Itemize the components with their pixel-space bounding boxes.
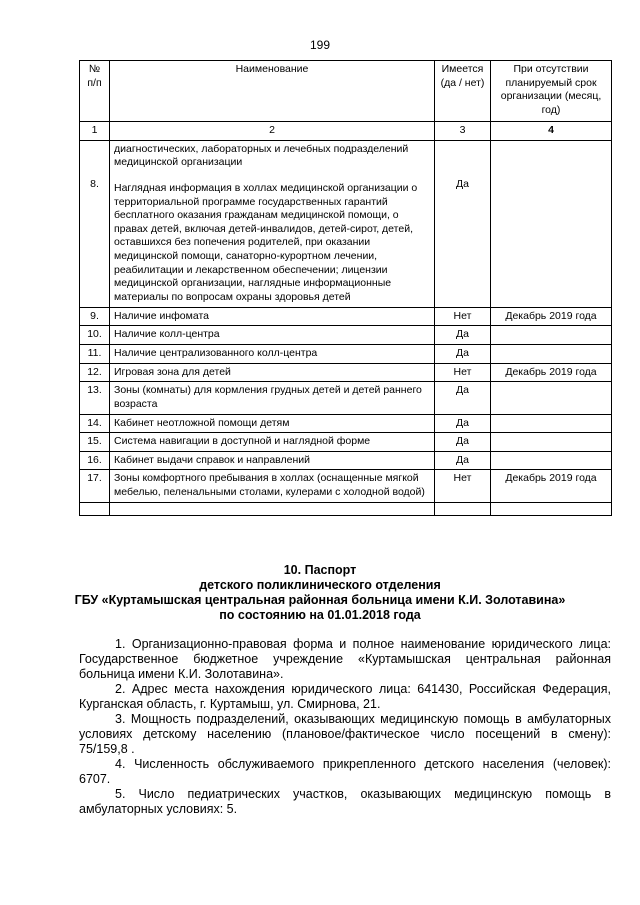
- table-row: [80, 382, 612, 414]
- row-name: Кабинет неотложной помощи детям: [110, 414, 435, 433]
- paragraph: 3. Мощность подразделений, оказывающих медицинскую помощь в амбулаторных условиях детскому населению (плановое/фактическое число посещений в смену): 75/159,8 .: [79, 712, 611, 756]
- table-row: [80, 451, 612, 470]
- row-have: Да: [435, 433, 491, 452]
- empty-cell: [491, 502, 612, 515]
- row-name: Зоны (комнаты) для кормления грудных детей и детей раннего возраста: [110, 382, 435, 414]
- table-header-row: [80, 61, 612, 122]
- row-have: Нет: [435, 470, 491, 502]
- index-cell: 3: [435, 122, 491, 141]
- passport-title: [60, 563, 580, 623]
- row-num: 14.: [80, 414, 110, 433]
- table-row: [80, 363, 612, 382]
- passport-body: [79, 637, 611, 817]
- row-name: Наличие колл-центра: [110, 326, 435, 345]
- column-index-row: [80, 122, 612, 141]
- row-name: Наличие централизованного колл-центра: [110, 344, 435, 363]
- facilities-table: [79, 60, 612, 516]
- row-date: Декабрь 2019 года: [491, 307, 612, 326]
- row-have: Да: [435, 140, 491, 307]
- row-name: Игровая зона для детей: [110, 363, 435, 382]
- row-name: Кабинет выдачи справок и направлений: [110, 451, 435, 470]
- row-date: [491, 344, 612, 363]
- passport-title-line: детского поликлинического отделения: [199, 578, 441, 592]
- table-row: [80, 470, 612, 502]
- row-name: Зоны комфортного пребывания в холлах (оснащенные мягкой мебелью, пеленальными столами, кулерами с холодной водой): [110, 470, 435, 502]
- table-trailing-row: [80, 502, 612, 515]
- table-row: [80, 433, 612, 452]
- row-num: 17.: [80, 470, 110, 502]
- empty-cell: [435, 502, 491, 515]
- table-row: [80, 326, 612, 345]
- table-row: [80, 414, 612, 433]
- row-num: 13.: [80, 382, 110, 414]
- carryover-text: диагностических, лабораторных и лечебных подразделений медицинской организации: [114, 142, 409, 169]
- passport-title-line: по состоянию на 01.01.2018 года: [219, 608, 421, 622]
- row-date: [491, 451, 612, 470]
- passport-title-line: 10. Паспорт: [283, 563, 357, 577]
- passport-title-line: ГБУ «Куртамышская центральная районная больница имени К.И. Золотавина»: [74, 593, 566, 607]
- row-have: Да: [435, 414, 491, 433]
- row-have: Да: [435, 344, 491, 363]
- row-have: Нет: [435, 363, 491, 382]
- row-date: [491, 382, 612, 414]
- row-num: 8.: [80, 140, 110, 307]
- row-num: 9.: [80, 307, 110, 326]
- table-row: [80, 344, 612, 363]
- row-have: Да: [435, 326, 491, 345]
- table-row: [80, 307, 612, 326]
- paragraph: 1. Организационно-правовая форма и полное наименование юридического лица: Государственное бюджетное учреждение «Куртамышская центральная районная больница имени К.И. Золотавина».: [79, 637, 611, 681]
- index-cell: 2: [110, 122, 435, 141]
- row-date: Декабрь 2019 года: [491, 363, 612, 382]
- header-date: При отсутствии планируемый срок организации (месяц, год): [491, 61, 612, 122]
- empty-cell: [80, 502, 110, 515]
- header-have: Имеется (да / нет): [435, 61, 491, 122]
- row-num: 16.: [80, 451, 110, 470]
- row-num: 12.: [80, 363, 110, 382]
- row-date: [491, 140, 612, 307]
- table-row: [80, 140, 612, 307]
- row-num: 11.: [80, 344, 110, 363]
- header-name: Наименование: [110, 61, 435, 122]
- row-date: Декабрь 2019 года: [491, 470, 612, 502]
- row-have: Нет: [435, 307, 491, 326]
- paragraph: 2. Адрес места нахождения юридического лица: 641430, Российская Федерация, Курганская область, г. Куртамыш, ул. Смирнова, 21.: [79, 682, 611, 711]
- paragraph: 4. Численность обслуживаемого прикрепленного детского населения (человек): 6707.: [79, 757, 611, 786]
- row-name-text: Наглядная информация в холлах медицинской организации о территориальной программе государственных гарантий бесплатного оказания гражданам медицинской помощи, о правах детей, включая детей-инвалидов, детей-сирот, детей, оставшихся без попечения родителей, при оказании медицинской помощи, санаторно-курортном лечении, реабилитации и лекарственном обеспечении; лицензии медицинской организации, наглядные информационные материалы по вопросам охраны здоровья детей: [114, 181, 418, 304]
- row-name: [110, 140, 435, 307]
- row-date: [491, 433, 612, 452]
- row-date: [491, 414, 612, 433]
- index-cell: 1: [80, 122, 110, 141]
- row-num: 10.: [80, 326, 110, 345]
- row-date: [491, 326, 612, 345]
- header-num: № п/п: [80, 61, 110, 122]
- paragraph: 5. Число педиатрических участков, оказывающих медицинскую помощь в амбулаторных условиях: 5.: [79, 787, 611, 816]
- row-have: Да: [435, 451, 491, 470]
- row-num: 15.: [80, 433, 110, 452]
- empty-cell: [110, 502, 435, 515]
- index-cell: 4: [491, 122, 612, 141]
- row-name: Наличие инфомата: [110, 307, 435, 326]
- row-have: Да: [435, 382, 491, 414]
- page-number: 199: [309, 38, 331, 52]
- row-name: Система навигации в доступной и наглядной форме: [110, 433, 435, 452]
